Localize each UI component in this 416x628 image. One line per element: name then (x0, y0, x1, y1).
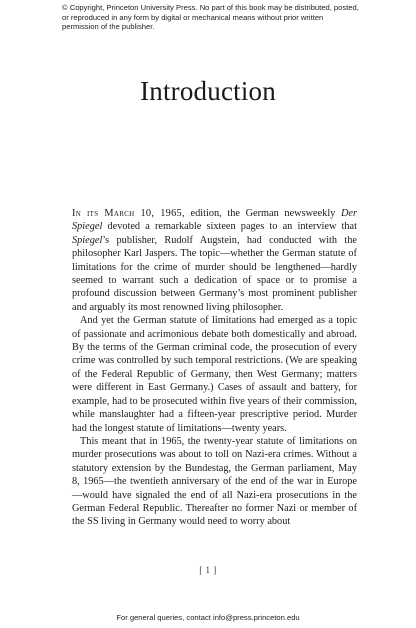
paragraph-1-text-c: ’s publisher, Rudolf Augstein, had conducted with the philosopher Karl Jaspers. The topic—whether the German statute of limitations for the crime of murder should be lengthened—hardly seemed to warrant such a dedication of space or to promise a profound discussion between Germany’s most prominent publisher and arguably its most renowned living philosopher. (72, 234, 357, 313)
copyright-notice: © Copyright, Princeton University Press. No part of this book may be distributed, posted, or reproduced in any form by digital or mechanical means without prior written permission of the publisher. (62, 3, 359, 32)
paragraph-1 (72, 207, 357, 314)
chapter-title: Introduction (140, 76, 276, 106)
paragraph-1-text-a: edition, the German newsweekly (184, 208, 341, 219)
paragraph-2: And yet the German statute of limitations had emerged as a topic of passionate and acrimonious debate both domestically and abroad. By the terms of the German criminal code, the prosecution of every crime was controlled by such temporal restrictions. (We are speaking of the Federal Republic of Germany, then West Germany; matters were different in East Germany.) Cases of assault and battery, for example, had to be prosecuted within five years of their commission, while manslaughter had a fifteen-year prescriptive period. Murder had the longest statute of limitations—twenty years. (72, 315, 357, 434)
body-text (72, 207, 357, 529)
paragraph-3: This meant that in 1965, the twenty-year statute of limitations on murder prosecutions was about to toll on Nazi-era crimes. Without a statutory extension by the Bundestag, the German parliament, May 8, 1965—the twentieth anniversary of the end of the war in Europe—would have signaled the end of all Nazi-era prosecutions in the German Federal Republic. Thereafter no former Nazi or member of the SS living in Germany would need to worry about (72, 435, 357, 528)
paragraph-1-text-b: devoted a remarkable sixteen pages to an interview that (102, 221, 357, 233)
opening-smallcaps: In its March 10, 1965, (72, 208, 185, 219)
page-number: [ 1 ] (199, 565, 217, 575)
publication-title-der-spiegel: Der Spiegel (72, 208, 357, 233)
footer-contact: For general queries, contact info@press.princeton.edu (116, 613, 300, 622)
publication-title-spiegel: Spiegel (72, 234, 103, 246)
